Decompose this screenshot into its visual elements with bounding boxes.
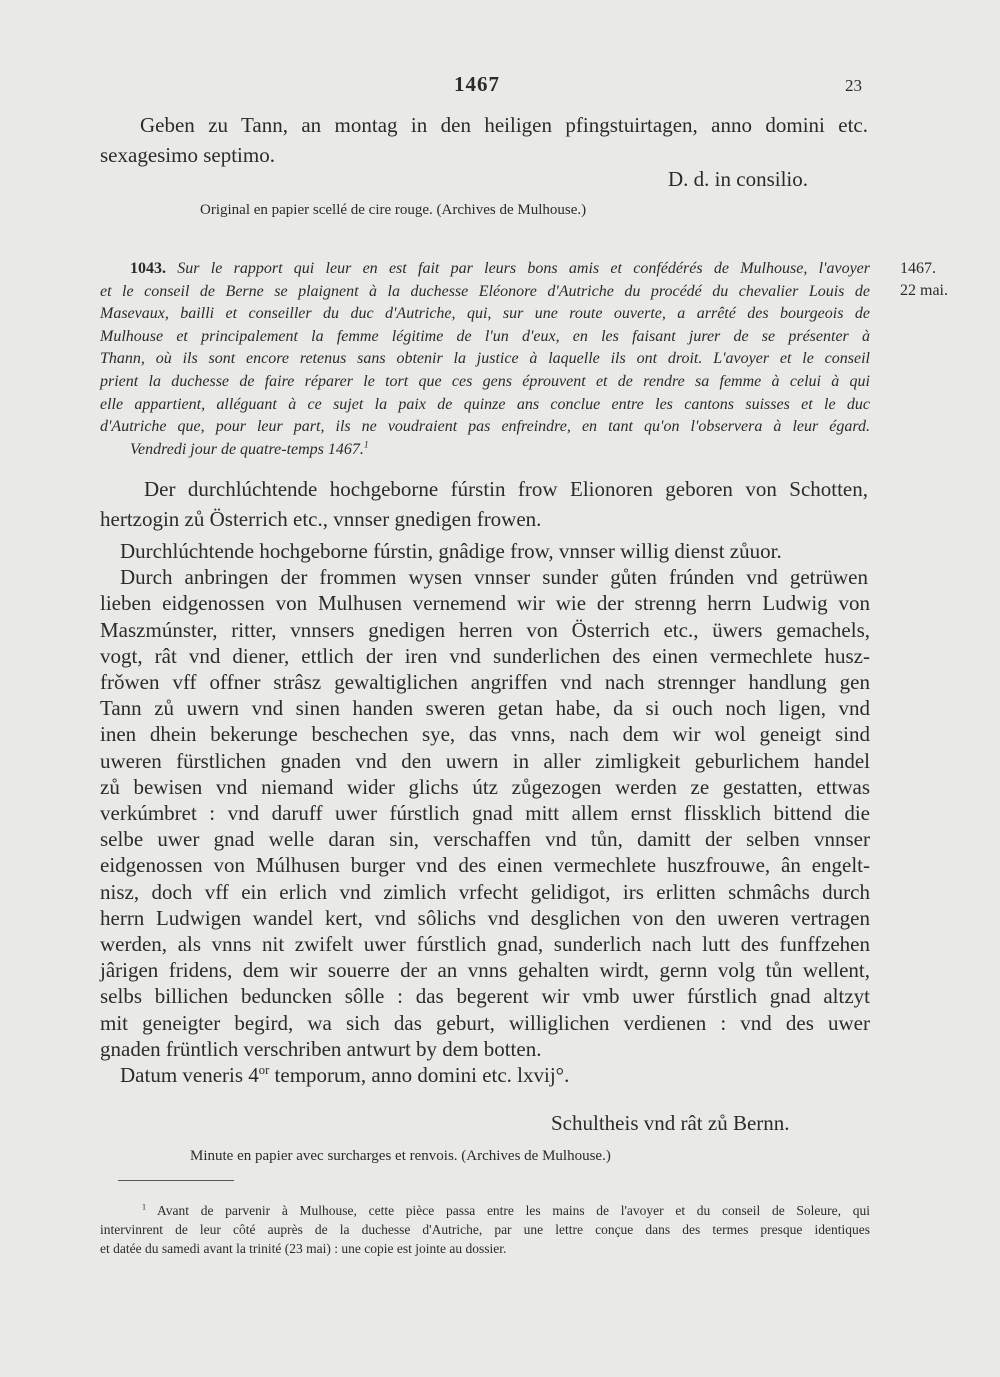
letter-line: frǒwen vff offner strâsz gewaltiglichen angriffen vnd nach strennger handlung gen bbox=[100, 670, 870, 695]
letter-line: selbs billichen beduncken sôlle : das begerent wir vmb uwer fúrstlich gnad altzyt bbox=[100, 984, 870, 1009]
margin-year: 1467. bbox=[900, 260, 936, 277]
regest-line: Masevaux, bailli et conseiller du duc d'Autriche, qui, sur une route ouverte, a arrêté des bourgeois de bbox=[100, 305, 870, 323]
previous-document-closing bbox=[100, 110, 870, 170]
footnote-line: intervinrent de leur côté auprès de la duchesse d'Autriche, par une lettre conçue dans des termes presque identiques bbox=[100, 1222, 870, 1237]
regest-date bbox=[100, 439, 870, 462]
letter-line: inen dhein bekerunge beschechen sye, das vnns, nach dem wir wol geneigt sind bbox=[100, 722, 870, 747]
regest-line: Thann, où ils sont encore retenus sans obtenir la justice à laquelle ils ont droit. L'avoyer et le conseil bbox=[100, 350, 870, 368]
page-number: 23 bbox=[845, 76, 862, 95]
letter-line: nisz, doch vff ein erlich vnd zimlich vrfecht gelidigot, irs erlitten schmâchs durch bbox=[100, 879, 870, 904]
letter-line: herrn Ludwigen wandel kert, vnd sôlichs vnd desglichen von den uweren vertragen bbox=[100, 905, 870, 930]
letter-line: werden, als vnns nit zwifelt uwer fúrstlich gnad, sunderlich nach lutt des funffzehen bbox=[100, 932, 870, 957]
letter-dating bbox=[100, 1062, 870, 1088]
regest-summary bbox=[100, 258, 870, 461]
dating-text: temporum, anno domini etc. lxvij°. bbox=[269, 1063, 570, 1088]
closing-signature: D. d. in consilio. bbox=[668, 167, 808, 191]
document-number: 1043. bbox=[130, 260, 166, 277]
letter-line: verkúmbret : vnd daruff uwer fúrstlich gnad mitt allem ernst flissklich bittend die bbox=[100, 801, 870, 826]
regest-line: d'Autriche que, pour leur part, ils ne voudraient pas enfreindre, en tant qu'on l'observera à leur égard. bbox=[100, 418, 870, 436]
footnote-rule bbox=[118, 1180, 234, 1181]
letter-line: Durch anbringen der frommen wysen vnnser sunder gůten frúnden vnd getrüwen bbox=[120, 565, 868, 590]
letter-line: mit geneigter begird, wa sich das geburt, williglichen verdienen : vnd des uwer bbox=[100, 1010, 870, 1035]
margin-date-note bbox=[900, 258, 948, 302]
dating-superscript: or bbox=[258, 1063, 270, 1078]
footnote-text: Avant de parvenir à Mulhouse, cette pièce passa entre les mains de l'avoyer et du conseil de Soleure, qui bbox=[157, 1203, 870, 1218]
letter-line: eidgenossen von Múlhusen burger vnd des einen vermechlete huszfrouwe, ân engelt- bbox=[100, 853, 870, 878]
regest-line bbox=[100, 258, 870, 281]
letter-body bbox=[100, 538, 870, 1088]
letter-line: Durchlúchtende hochgeborne fúrstin, gnâdige frow, vnnser willig dienst zůuor. bbox=[120, 539, 782, 563]
letter-source-note: Minute en papier avec surcharges et renvois. (Archives de Mulhouse.) bbox=[190, 1148, 611, 1164]
running-head-year: 1467 bbox=[454, 72, 500, 96]
footnote-marker: 1 bbox=[142, 1202, 147, 1212]
regest-line: et le conseil de Berne se plaignent à la duchesse Eléonore d'Autriche du procédé du chevalier Louis de bbox=[100, 282, 870, 300]
letter-line: uweren fürstlichen gnaden vnd den uwern in aller zimligkeit geburlichem handel bbox=[100, 748, 870, 773]
regest-line: elle appartient, alléguant à ce sujet la paix de quinze ans conclue entre les cantons suisses et le duc bbox=[100, 395, 870, 413]
source-note: Original en papier scellé de cire rouge. (Archives de Mulhouse.) bbox=[200, 202, 587, 218]
regest-line: Mulhouse et principalement la femme légitime de l'un d'eux, en les faisant jurer de se présenter à bbox=[100, 327, 870, 345]
footnote-line bbox=[100, 1201, 870, 1220]
letter-line: jârigen fridens, dem wir souerre der an vnns gehalten wirdt, gernn volg tůn wellent, bbox=[100, 958, 870, 983]
letter-line: zů bewisen vnd niemand wider glichs útz zůgezogen werden ze gestatten, ettwas bbox=[100, 774, 870, 799]
letter-line: Maszmúnster, ritter, vnnsers gnedigen herren von Österrich etc., üwers gemachels, bbox=[100, 617, 870, 642]
regest-text: Sur le rapport qui leur en est fait par leurs bons amis et confédérés de Mulhouse, l'avoyer bbox=[177, 260, 871, 277]
letter-address bbox=[100, 474, 870, 534]
closing-line: Geben zu Tann, an montag in den heiligen pfingstuirtagen, anno domini etc. bbox=[140, 113, 868, 137]
letter-line: vogt, rât vnd diener, ettlich der iren vnd sunderlichen des einen vermechlete husz- bbox=[100, 643, 870, 668]
dating-text: Datum veneris 4 bbox=[120, 1063, 259, 1088]
regest-line: prient la duchesse de faire réparer le tort que ces gens éprouvent et de rendre sa femme à celui à qui bbox=[100, 372, 870, 390]
footnote-reference: 1 bbox=[363, 439, 369, 451]
letter-line: gnaden früntlich verschriben antwurt by dem botten. bbox=[100, 1036, 542, 1061]
closing-line: sexagesimo septimo. bbox=[100, 143, 275, 167]
address-line: hertzogin zů Österrich etc., vnnser gnedigen frowen. bbox=[100, 507, 542, 531]
regest-date-text: Vendredi jour de quatre-temps 1467. bbox=[130, 440, 364, 458]
margin-day: 22 mai. bbox=[900, 282, 948, 299]
letter-line: lieben eidgenossen von Mulhusen vernemend wir wie der strenng herrn Ludwig von bbox=[100, 591, 870, 616]
footnote-line: et datée du samedi avant la trinité (23 mai) : une copie est jointe au dossier. bbox=[100, 1241, 507, 1256]
footnote bbox=[100, 1201, 870, 1258]
letter-line: selbe uwer gnad welle daran sin, verschaffen vnd tůn, damitt der selben vnnser bbox=[100, 827, 870, 852]
address-line: Der durchlúchtende hochgeborne fúrstin frow Elionoren geboren von Schotten, bbox=[144, 477, 868, 501]
letter-signature: Schultheis vnd rât zů Bernn. bbox=[551, 1111, 790, 1135]
letter-line: Tann zů uwern vnd sinen handen sweren getan habe, da si ouch noch ligen, vnd bbox=[100, 696, 870, 721]
